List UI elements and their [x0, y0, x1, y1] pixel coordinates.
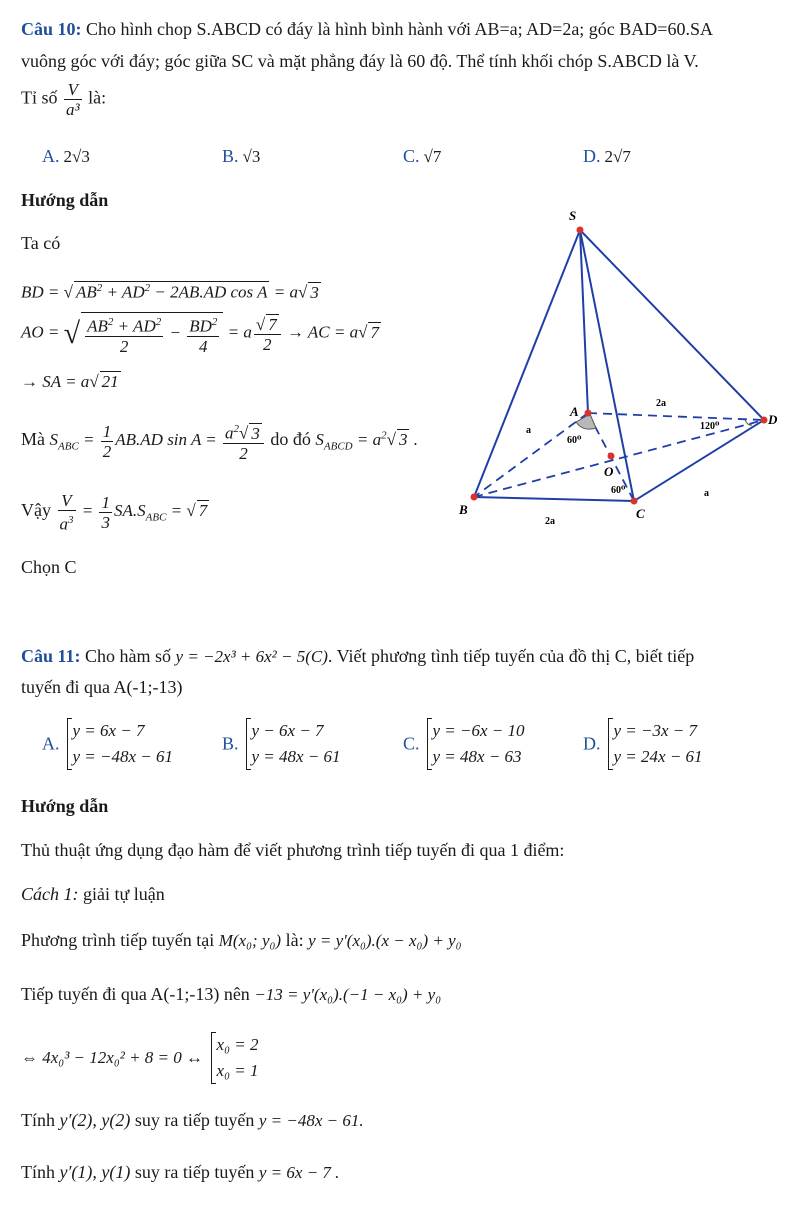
- q10-option-c-label: C.: [403, 146, 420, 166]
- q11-option-a-eq1: y = 6x − 7: [72, 721, 145, 740]
- label-cd: a: [704, 488, 709, 499]
- q11-func: y = −2x³ + 6x² − 5(C): [175, 647, 328, 666]
- q10-option-b-value: √3: [242, 147, 261, 166]
- q10-eq-bd: BD = √ $AB^2 + AD^2 - 2AB.AD$ cos A = a√ 3: [21, 282, 319, 302]
- q11-cach1-text: giải tự luận: [78, 884, 165, 904]
- point-c-label: C: [636, 506, 645, 521]
- point-a-label: A: [570, 404, 579, 419]
- q11-cach1-label: Cách 1:: [21, 884, 79, 904]
- q11-tinh2-eq: y = 6x − 7 .: [258, 1163, 340, 1182]
- edge-sd: [580, 230, 764, 420]
- q11-line2: tuyến đi qua A(-1;-13): [21, 677, 183, 697]
- q11-option-b-eq1: y − 6x − 7: [251, 721, 324, 740]
- q11-pt-text: Phương trình tiếp tuyến tại: [21, 930, 215, 950]
- q11-option-d-eq2: y = 24x − 61: [613, 747, 703, 766]
- q11-option-a-label: A.: [42, 733, 60, 754]
- q11-root-1: x₀ = 2: [216, 1035, 259, 1054]
- angle-a-mark: [576, 414, 596, 429]
- q11-pt-la: là:: [285, 930, 304, 950]
- point-b-label: B: [459, 502, 468, 517]
- point-s-label: S: [569, 208, 577, 223]
- q10-option-a-label: A.: [42, 146, 60, 166]
- label-angle-a: 60⁰: [567, 435, 582, 446]
- q11-option-a-eq2: y = −48x − 61: [72, 747, 174, 766]
- q11-option-c-eq2: y = 48x − 63: [432, 747, 522, 766]
- q11-option-c[interactable]: [403, 718, 525, 770]
- q10-ratio-den: a³: [66, 100, 80, 119]
- q11-pt-point: M(x₀; y₀): [218, 931, 282, 950]
- q11-line1: [21, 646, 694, 667]
- q11-tinh1-pre: Tính: [21, 1110, 55, 1130]
- q11-text1: Cho hàm số: [80, 646, 172, 666]
- q10-ta-co: Ta có: [21, 233, 61, 253]
- point-d-label: D: [768, 412, 778, 427]
- q10-vay: Vậy: [21, 500, 51, 521]
- q11-option-a-system: [67, 718, 174, 770]
- q11-guide-title: Hướng dẫn: [21, 796, 109, 816]
- q10-do-do: do đó: [270, 429, 311, 450]
- q10-option-d-value: 2√7: [604, 147, 631, 166]
- edge-sc: [580, 230, 634, 501]
- q11-cach1: [21, 884, 165, 905]
- q11-tinh1-vals: y′(2), y(2): [59, 1110, 131, 1130]
- q11-option-b[interactable]: [222, 718, 341, 770]
- q10-ma: Mà: [21, 429, 45, 450]
- q10-ratio-fraction: [64, 80, 82, 119]
- q11-roots: [211, 1032, 259, 1084]
- q10-option-b[interactable]: [222, 146, 260, 167]
- label-bc: 2a: [545, 516, 555, 527]
- label-angle-d: 120⁰: [700, 421, 720, 432]
- q10-ratio-prefix: Tỉ số: [21, 87, 58, 108]
- q11-option-c-system: [427, 718, 525, 770]
- q11-tinh2-line: [21, 1162, 339, 1183]
- q10-guide-title: Hướng dẫn: [21, 190, 109, 210]
- q11-option-b-label: B.: [222, 733, 239, 754]
- q10-answer: Chọn C: [21, 557, 77, 577]
- q10-text-line1: Cho hình chop S.ABCD có đáy là hình bình hành với AB=a; AD=2a; góc BAD=60.SA: [81, 19, 713, 39]
- edge-ad: [588, 413, 764, 420]
- edge-cd: [634, 420, 764, 501]
- q11-option-d-eq1: y = −3x − 7: [613, 721, 698, 740]
- q10-text-line2: vuông góc với đáy; góc giữa SC và mặt phẳng đáy là 60 độ. Thể tính khối chóp S.ABCD là V.: [21, 51, 699, 71]
- q11-tt-text: Tiếp tuyến đi qua A(-1;-13) nên: [21, 984, 250, 1004]
- q11-option-d[interactable]: [583, 718, 703, 770]
- q11-option-b-system: [246, 718, 341, 770]
- edge-bc: [474, 497, 634, 501]
- q11-tt-eq: −13 = y'(x₀).(−1 − x₀) + y₀: [254, 985, 442, 1004]
- q11-option-d-system: [608, 718, 703, 770]
- q10-option-b-label: B.: [222, 146, 239, 166]
- q10-area-line: Mà $S_{ABC}$ = $\frac{1}{2}$ AB.AD sin A = $\frac{a^2√ 3}{2}$ do đó $S_{ABCD} = a^2√$ 3 .: [21, 421, 418, 463]
- q11-through-point-line: [21, 984, 441, 1005]
- q11-cubic-line: [21, 1032, 258, 1084]
- q11-option-c-label: C.: [403, 733, 420, 754]
- q10-line1: [21, 19, 713, 40]
- q11-option-d-label: D.: [583, 733, 601, 754]
- q10-label: Câu 10:: [21, 19, 82, 39]
- edge-sa: [580, 230, 588, 413]
- q11-pt-eq: y = y'(x₀).(x − x₀) + y₀: [308, 931, 462, 950]
- q10-option-d-label: D.: [583, 146, 601, 166]
- q11-root-2: x₀ = 1: [216, 1061, 259, 1080]
- q11-tinh1-mid: suy ra tiếp tuyến: [134, 1110, 255, 1130]
- q10-option-d[interactable]: [583, 146, 631, 167]
- q11-tinh1-line: [21, 1110, 364, 1131]
- q11-tinh2-pre: Tính: [21, 1162, 55, 1182]
- pyramid-figure: [440, 200, 800, 540]
- label-ad: 2a: [656, 398, 666, 409]
- label-angle-c: 60⁰: [611, 485, 626, 496]
- q10-ratio-line: [21, 80, 106, 119]
- q10-option-c-value: √7: [423, 147, 442, 166]
- q10-eq-ao: AO = √ $\frac{AB^2 + AD^2}{2}$ − $\frac{BD^2}{4}$ = a $\frac{√ 7}{2}$ → AC = a√ 7: [21, 312, 381, 356]
- q10-volume-line: Vậy $\frac{V}{a^3}$ = $\frac{1}{3}$ $SA.S_{ABC}$ = √ 7: [21, 491, 208, 534]
- q10-option-a[interactable]: [42, 146, 90, 167]
- q11-option-c-eq1: y = −6x − 10: [432, 721, 525, 740]
- q10-ratio-num: V: [64, 80, 82, 100]
- q10-option-a-value: 2√3: [63, 147, 90, 166]
- q10-ratio-suffix: là:: [88, 87, 107, 108]
- q10-eq-sa: → SA = a√ 21: [21, 372, 119, 391]
- label-ab: a: [526, 425, 531, 436]
- q11-option-a[interactable]: [42, 718, 173, 770]
- q11-tinh2-vals: y′(1), y(1): [59, 1162, 131, 1182]
- point-o-label: O: [604, 464, 614, 479]
- q11-tip: Thủ thuật ứng dụng đạo hàm để viết phương trình tiếp tuyến đi qua 1 điểm:: [21, 840, 565, 860]
- q10-option-c[interactable]: [403, 146, 441, 167]
- q11-option-b-eq2: y = 48x − 61: [251, 747, 341, 766]
- q11-tinh2-mid: suy ra tiếp tuyến: [134, 1162, 255, 1182]
- q11-label: Câu 11:: [21, 646, 81, 666]
- q11-eq-cubic: ⇔ 4x₀³ − 12x₀² + 8 = 0 ↔: [21, 1048, 204, 1067]
- q11-tangent-eq-line: [21, 930, 462, 951]
- q11-text2: . Viết phương tình tiếp tuyến của đồ thị C, biết tiếp: [327, 646, 695, 666]
- q11-tinh1-eq: y = −48x − 61.: [258, 1111, 364, 1130]
